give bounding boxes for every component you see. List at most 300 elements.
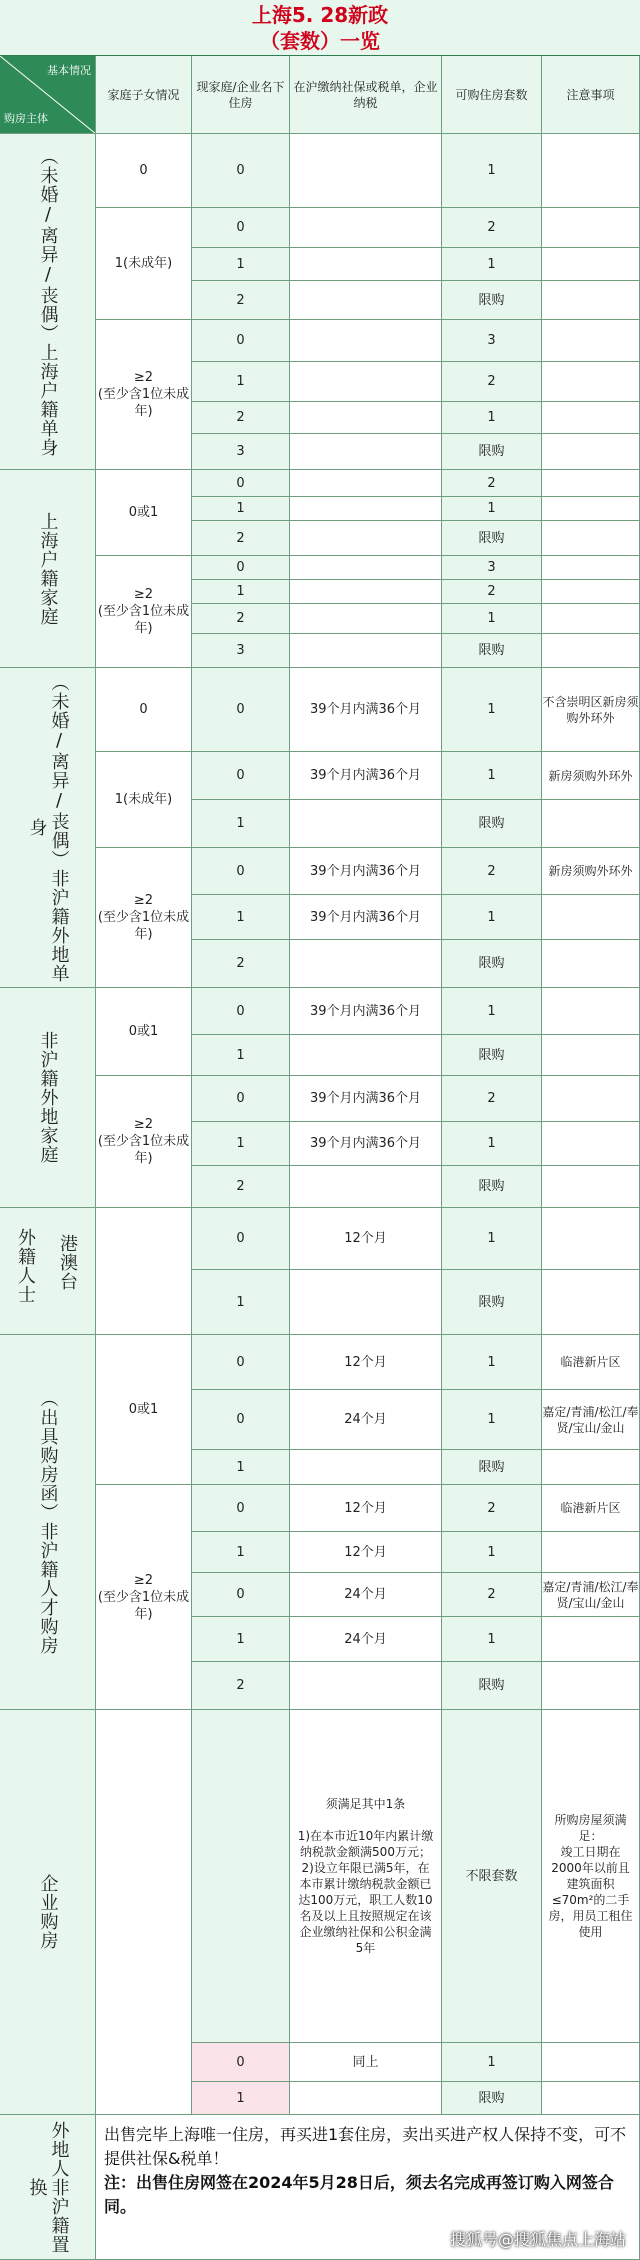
title-line-2: （套数）一览 [260,29,380,53]
quota-5 [442,362,542,402]
quota-16-text: 1 [487,768,496,783]
current-homes-23-text: 0 [236,1091,245,1106]
tax-19-text: 39个月内满36个月 [309,909,422,925]
current-homes-0 [192,134,290,208]
current-homes-3 [192,281,290,320]
enterprise-current [192,1710,290,2043]
notes-16-text: 新房须购外环外 [548,768,633,783]
enterprise-notes [542,1710,640,2043]
current-homes-31 [192,1485,290,1532]
notes-31 [542,1485,640,1532]
current-homes-26-text: 0 [236,1231,245,1246]
current-homes-11-text: 0 [236,560,245,575]
notes-28 [542,1335,640,1390]
current-homes-8-text: 0 [236,475,245,491]
current-homes-32 [192,1532,290,1573]
current-homes-15 [192,668,290,752]
current-homes-7-text: 3 [236,444,245,459]
header-children [96,56,192,134]
notes-4 [542,320,640,362]
children-5 [96,668,192,752]
notes-18-text: 新房须购外环外 [548,864,633,878]
current-homes-7 [192,434,290,470]
current-homes-5 [192,362,290,402]
notes-29 [542,1390,640,1450]
quota-27 [442,1270,542,1335]
quota-4-text: 3 [487,333,496,348]
quota-22 [442,1035,542,1076]
quota-13-text: 1 [487,611,496,626]
quota-36-text: 1 [487,2054,496,2070]
notes-6 [542,402,640,434]
quota-23-text: 2 [487,1091,496,1106]
current-homes-4-text: 0 [236,333,245,348]
notes-23 [542,1076,640,1122]
quota-34-text: 1 [487,1631,496,1647]
current-homes-33-text: 0 [236,1587,245,1602]
header-tax-text: 在沪缴纳社保或税单，企业纳税 [293,79,438,110]
quota-29-text: 1 [487,1412,496,1427]
children-0 [96,134,192,208]
quota-27-text: 限购 [478,1294,505,1310]
tax-15-text: 39个月内满36个月 [309,702,422,717]
tax-35 [290,1662,442,1710]
quota-21-text: 1 [487,1003,496,1019]
current-homes-6-text: 2 [236,410,245,425]
quota-36 [442,2043,542,2082]
header-basic-info: 基本情况 [47,64,91,77]
notes-12 [542,580,640,604]
group-talent [0,1335,96,1710]
group-hmt-label: 港澳台 [57,1234,78,1291]
enterprise-conditions [290,1710,442,2043]
notes-32 [542,1532,640,1573]
header-tax [290,56,442,134]
notes-10 [542,521,640,556]
quota-19-text: 1 [487,909,496,925]
current-homes-1 [192,208,290,248]
enterprise-quota [442,1710,542,2043]
tax-6 [290,402,442,434]
group-talent-text: （出具购房函）非沪籍人才购房 [37,1389,59,1655]
table-title [0,0,640,56]
current-homes-14-text: 3 [236,643,245,658]
tax-22 [290,1035,442,1076]
current-homes-24-text: 1 [236,1136,245,1151]
quota-35 [442,1662,542,1710]
quota-7-text: 限购 [478,444,505,459]
current-homes-21 [192,988,290,1035]
header-diagonal [0,56,96,134]
current-homes-3-text: 2 [236,292,245,308]
notes-27 [542,1270,640,1335]
quota-26-text: 1 [487,1231,496,1246]
quota-21 [442,988,542,1035]
quota-30 [442,1450,542,1485]
current-homes-9-text: 1 [236,501,245,516]
group-nonlocal-single [0,668,96,988]
current-homes-12-text: 1 [236,584,245,599]
header-current-homes [192,56,290,134]
notes-34 [542,1617,640,1662]
current-homes-29 [192,1390,290,1450]
tax-26-text: 12个月 [344,1231,387,1246]
quota-11-text: 3 [487,560,496,575]
current-homes-11 [192,556,290,580]
children-9-text: ≥2 (至少含1位未成年) [97,1117,190,1166]
tax-3 [290,281,442,320]
notes-3 [542,281,640,320]
current-homes-24 [192,1122,290,1166]
notes-15 [542,668,640,752]
group-nonlocal-single-text: （未婚/离异/丧偶）非沪籍外地单身 [26,672,70,983]
current-homes-27 [192,1270,290,1335]
group-nonlocal-family-text: 非沪籍外地家庭 [37,1031,59,1164]
notes-14 [542,634,640,668]
tax-17 [290,800,442,848]
header-quota [442,56,542,134]
notes-33 [542,1573,640,1617]
group-swap-text: 外地人非沪籍置换 [26,2120,70,2254]
tax-2 [290,248,442,281]
quota-31 [442,1485,542,1532]
quota-30-text: 限购 [478,1459,505,1475]
quota-9-text: 1 [487,501,496,516]
tax-12 [290,580,442,604]
tax-33-text: 24个月 [344,1587,387,1602]
tax-9 [290,497,442,521]
tax-29 [290,1390,442,1450]
current-homes-37-text: 1 [236,2090,245,2106]
current-homes-36-text: 0 [236,2054,245,2070]
quota-1 [442,208,542,248]
current-homes-16-text: 0 [236,768,245,783]
quota-12-text: 2 [487,584,496,599]
tax-20 [290,940,442,988]
quota-11 [442,556,542,580]
header-current-homes-text: 现家庭/企业名下住房 [196,79,285,110]
quota-16 [442,752,542,800]
group-shanghai-single-text: （未婚/离异/丧偶）上海户籍单身 [37,146,59,457]
header-notes [542,56,640,134]
enterprise-quota-text: 不限套数 [465,1868,518,1884]
current-homes-32-text: 1 [236,1544,245,1560]
tax-23-text: 39个月内满36个月 [309,1091,422,1106]
quota-17 [442,800,542,848]
current-homes-17-text: 1 [236,816,245,831]
children-12-text: ≥2 (至少含1位未成年) [97,1572,190,1622]
tax-29-text: 24个月 [344,1412,387,1427]
footer-line-1: 出售完毕上海唯一住房，再买进1套住房，卖出买进产权人保持不变，可不提供社保&税单！ [104,2125,627,2168]
notes-25 [542,1166,640,1208]
quota-15-text: 1 [487,702,496,717]
current-homes-2 [192,248,290,281]
quota-22-text: 限购 [478,1047,505,1063]
quota-33 [442,1573,542,1617]
current-homes-8 [192,470,290,497]
notes-11 [542,556,640,580]
tax-16-text: 39个月内满36个月 [309,768,422,783]
current-homes-37 [192,2082,290,2115]
quota-28 [442,1335,542,1390]
children-7-text: ≥2 (至少含1位未成年) [97,893,190,942]
footer-line-2: 注：出售住房网签在2024年5月28日后，须去名完成再签订购入网签合同。 [104,2173,614,2216]
current-homes-29-text: 0 [236,1412,245,1427]
notes-16 [542,752,640,800]
quota-24-text: 1 [487,1136,496,1151]
current-homes-9 [192,497,290,521]
notes-18 [542,848,640,895]
children-6-text: 1(未成年) [114,792,173,807]
header-buyer: 购房主体 [4,112,48,125]
quota-14 [442,634,542,668]
children-3-text: 0或1 [128,505,159,520]
notes-36 [542,2043,640,2082]
current-homes-23 [192,1076,290,1122]
notes-24 [542,1122,640,1166]
quota-3 [442,281,542,320]
quota-0-text: 1 [487,163,496,178]
quota-3-text: 限购 [478,292,505,308]
group-enterprise-text: 企业购房 [37,1874,59,1950]
children-8-text: 0或1 [128,1024,159,1039]
quota-17-text: 限购 [478,816,505,831]
current-homes-15-text: 0 [236,702,245,717]
tax-11 [290,556,442,580]
quota-10 [442,521,542,556]
notes-15-text: 不含崇明区新房须购外环外 [542,694,639,725]
current-homes-21-text: 0 [236,1003,245,1019]
notes-19 [542,895,640,940]
group-shanghai-family [0,470,96,668]
tax-15 [290,668,442,752]
current-homes-35 [192,1662,290,1710]
tax-32-text: 12个月 [344,1544,387,1560]
tax-19 [290,895,442,940]
notes-29-text: 嘉定/青浦/松江/奉贤/宝山/金山 [542,1404,639,1435]
quota-6 [442,402,542,434]
current-homes-28-text: 0 [236,1354,245,1370]
quota-0 [442,134,542,208]
tax-4 [290,320,442,362]
children-12 [96,1485,192,1710]
children-13 [96,1710,192,2115]
children-8 [96,988,192,1076]
quota-8-text: 2 [487,475,496,491]
enterprise-notes-text: 所购房屋须满足： 竣工日期在2000年以前且建筑面积≤70m²的二手房，用员工租住使用 [548,1813,633,1939]
quota-24 [442,1122,542,1166]
children-5-text: 0 [139,702,148,717]
tax-33 [290,1573,442,1617]
quota-6-text: 1 [487,410,496,425]
notes-31-text: 临港新片区 [560,1501,621,1515]
quota-29 [442,1390,542,1450]
quota-19 [442,895,542,940]
quota-33-text: 2 [487,1587,496,1602]
watermark: 搜狐号@搜狐焦点上海站 [449,2230,626,2249]
children-1-text: 1(未成年) [114,256,173,271]
tax-28 [290,1335,442,1390]
group-nonlocal-family [0,988,96,1208]
current-homes-22 [192,1035,290,1076]
group-enterprise [0,1710,96,2115]
quota-15 [442,668,542,752]
tax-27 [290,1270,442,1335]
tax-28-text: 12个月 [344,1354,387,1370]
quota-4 [442,320,542,362]
quota-2-text: 1 [487,256,496,272]
tax-14 [290,634,442,668]
notes-9 [542,497,640,521]
notes-30 [542,1450,640,1485]
notes-5 [542,362,640,402]
quota-25 [442,1166,542,1208]
notes-37 [542,2082,640,2115]
current-homes-26 [192,1208,290,1270]
title-line-1: 上海5. 28新政 [251,3,389,27]
current-homes-36 [192,2043,290,2082]
children-10 [96,1208,192,1335]
tax-31 [290,1485,442,1532]
children-4 [96,556,192,668]
tax-18-text: 39个月内满36个月 [309,863,422,879]
tax-18 [290,848,442,895]
tax-21-text: 39个月内满36个月 [309,1003,422,1019]
current-homes-34 [192,1617,290,1662]
current-homes-10-text: 2 [236,530,245,546]
current-homes-34-text: 1 [236,1631,245,1647]
notes-33-text: 嘉定/青浦/松江/奉贤/宝山/金山 [542,1579,639,1610]
children-3 [96,470,192,556]
notes-21 [542,988,640,1035]
group-shanghai-family-text: 上海户籍家庭 [37,511,59,626]
children-0-text: 0 [139,163,148,178]
quota-18-text: 2 [487,863,496,879]
notes-28-text: 临港新片区 [560,1355,621,1369]
current-homes-20-text: 2 [236,956,245,971]
current-homes-22-text: 1 [236,1047,245,1063]
tax-8 [290,470,442,497]
tax-25 [290,1166,442,1208]
current-homes-18 [192,848,290,895]
quota-18 [442,848,542,895]
notes-17 [542,800,640,848]
tax-30 [290,1450,442,1485]
notes-8 [542,470,640,497]
quota-31-text: 2 [487,1500,496,1516]
tax-0 [290,134,442,208]
notes-13 [542,604,640,634]
quota-14-text: 限购 [478,643,505,658]
quota-9 [442,497,542,521]
quota-7 [442,434,542,470]
tax-5 [290,362,442,402]
tax-16 [290,752,442,800]
children-9 [96,1076,192,1208]
tax-13 [290,604,442,634]
tax-1 [290,208,442,248]
tax-7 [290,434,442,470]
current-homes-25-text: 2 [236,1179,245,1194]
enterprise-conditions-text: 须满足其中1条 1)在本市近10年内累计缴纳税款金额满500万元； 2)设立年限已满5年，在本市累计缴纳税款金额已达100万元，职工人数10名及以上且按照规定在该企业缴纳社保和公积金满5年 [297,1797,434,1955]
children-11 [96,1335,192,1485]
quota-32-text: 1 [487,1544,496,1560]
tax-24-text: 39个月内满36个月 [309,1136,422,1151]
tax-36 [290,2043,442,2082]
quota-13 [442,604,542,634]
children-11-text: 0或1 [128,1402,159,1417]
tax-24 [290,1122,442,1166]
current-homes-10 [192,521,290,556]
children-2 [96,320,192,470]
tax-36-text: 同上 [352,2054,379,2070]
quota-20-text: 限购 [478,956,505,971]
children-7 [96,848,192,988]
current-homes-30-text: 1 [236,1459,245,1475]
current-homes-6 [192,402,290,434]
quota-34 [442,1617,542,1662]
current-homes-13-text: 2 [236,611,245,626]
current-homes-12 [192,580,290,604]
current-homes-4 [192,320,290,362]
tax-21 [290,988,442,1035]
notes-0 [542,134,640,208]
current-homes-18-text: 0 [236,863,245,879]
notes-26 [542,1208,640,1270]
current-homes-0-text: 0 [236,163,245,178]
children-2-text: ≥2 (至少含1位未成年) [97,370,190,419]
header-quota-text: 可购住房套数 [455,87,528,102]
current-homes-33 [192,1573,290,1617]
current-homes-16 [192,752,290,800]
current-homes-5-text: 1 [236,374,245,389]
tax-23 [290,1076,442,1122]
notes-22 [542,1035,640,1076]
quota-25-text: 限购 [478,1179,505,1194]
notes-20 [542,940,640,988]
quota-20 [442,940,542,988]
group-shanghai-single [0,134,96,470]
quota-35-text: 限购 [478,1678,505,1693]
current-homes-35-text: 2 [236,1678,245,1693]
tax-31-text: 12个月 [344,1500,387,1516]
tax-26 [290,1208,442,1270]
quota-5-text: 2 [487,374,496,389]
children-6 [96,752,192,848]
current-homes-27-text: 1 [236,1294,245,1310]
current-homes-19 [192,895,290,940]
current-homes-17 [192,800,290,848]
current-homes-19-text: 1 [236,909,245,925]
tax-37 [290,2082,442,2115]
notes-2 [542,248,640,281]
group-swap [0,2115,96,2260]
quota-26 [442,1208,542,1270]
group-foreigners [0,1208,96,1335]
group-foreigners-label: 外籍人士 [15,1228,36,1304]
notes-7 [542,434,640,470]
header-children-text: 家庭子女情况 [107,87,180,102]
quota-2 [442,248,542,281]
tax-34 [290,1617,442,1662]
current-homes-2-text: 1 [236,256,245,272]
notes-35 [542,1662,640,1710]
tax-34-text: 24个月 [344,1631,387,1647]
quota-37-text: 限购 [478,2090,505,2106]
tax-32 [290,1532,442,1573]
quota-23 [442,1076,542,1122]
tax-10 [290,521,442,556]
